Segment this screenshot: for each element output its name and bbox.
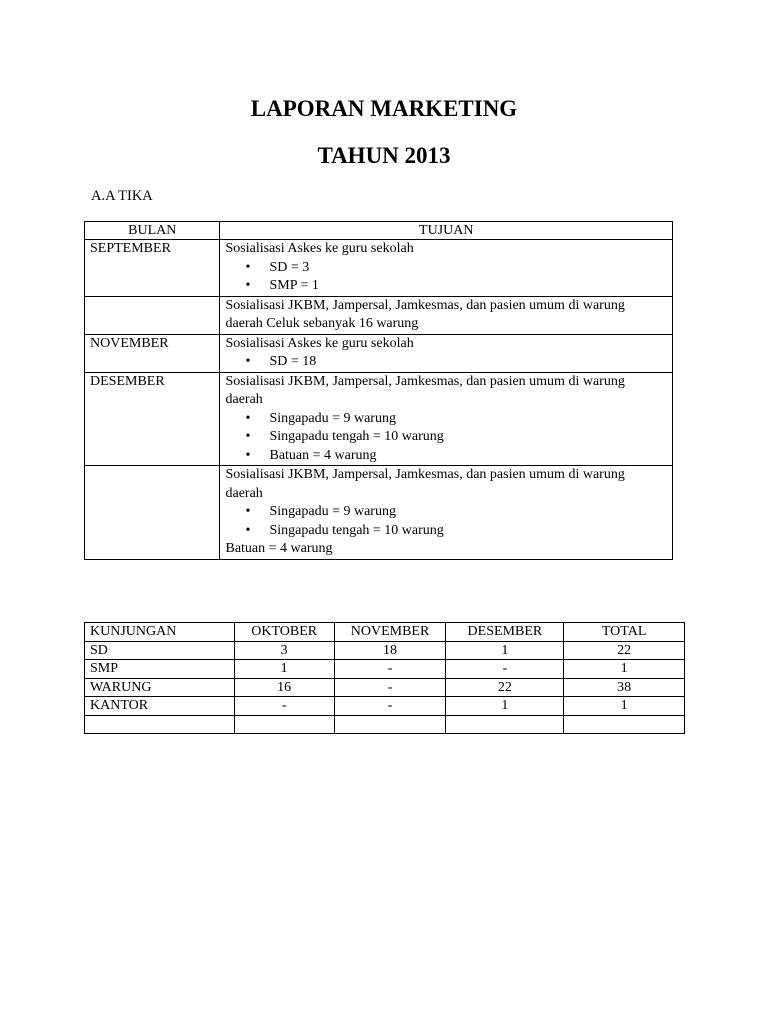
bullet-icon: •	[245, 354, 251, 369]
value-cell	[446, 715, 564, 734]
value-cell: 22	[564, 641, 685, 660]
table-row	[85, 641, 685, 660]
row-label-cell: SD	[85, 641, 235, 660]
purpose-line: daerah	[225, 485, 263, 501]
bullet-text: Singapadu = 9 warung	[269, 410, 396, 426]
header-bulan: BULAN	[85, 222, 220, 240]
value-cell: -	[334, 678, 446, 697]
purpose-cell	[220, 372, 673, 466]
purpose-cell	[220, 240, 673, 297]
purpose-cell	[220, 466, 673, 560]
report-title: LAPORAN MARKETING	[250, 96, 518, 121]
header-total: TOTAL	[564, 623, 685, 642]
table-row	[85, 372, 673, 466]
table-row	[85, 466, 673, 560]
bullet-icon: •	[245, 429, 251, 444]
bullet-icon: •	[245, 504, 251, 519]
bullet-text: Batuan = 4 warung	[269, 447, 377, 463]
bullet-item	[225, 447, 672, 466]
bullet-text: SD = 3	[269, 259, 310, 275]
bullet-text: Singapadu tengah = 10 warung	[269, 522, 444, 538]
bullet-icon: •	[245, 447, 251, 463]
visit-table-header	[85, 623, 685, 642]
value-cell	[234, 715, 334, 734]
purpose-cell	[220, 334, 673, 372]
visit-table	[84, 622, 685, 734]
table-row	[85, 697, 685, 716]
purpose-line: daerah	[225, 392, 263, 407]
value-cell	[564, 715, 685, 734]
value-cell: 22	[446, 678, 564, 697]
value-cell: 1	[446, 697, 564, 716]
activity-table	[84, 221, 673, 560]
value-cell: 1	[446, 641, 564, 660]
bullet-item	[225, 277, 672, 296]
month-cell	[85, 296, 220, 334]
visit-table-body	[85, 641, 685, 734]
month-cell: SEPTEMBER	[85, 240, 220, 297]
bullet-item	[225, 503, 672, 522]
bullet-item	[225, 428, 672, 447]
header-kunjungan: KUNJUNGAN	[85, 623, 235, 642]
month-cell: NOVEMBER	[85, 334, 220, 372]
bullet-icon: •	[245, 278, 251, 293]
purpose-line: Sosialisasi JKBM, Jampersal, Jamkesmas, dan pasien umum di warung	[225, 467, 625, 482]
value-cell: 1	[564, 660, 685, 679]
value-cell: -	[334, 697, 446, 716]
table-row	[85, 296, 673, 334]
bullet-item	[225, 410, 672, 429]
purpose-line: Batuan = 4 warung	[225, 541, 333, 556]
header-oktober: OKTOBER	[234, 623, 334, 642]
bullet-icon: •	[245, 522, 251, 538]
bullet-item	[225, 353, 672, 372]
month-cell: DESEMBER	[85, 372, 220, 466]
table-row	[85, 678, 685, 697]
bullet-text: Singapadu = 9 warung	[269, 504, 396, 519]
purpose-line: Sosialisasi Askes ke guru sekolah	[225, 241, 414, 256]
bullet-text: Singapadu tengah = 10 warung	[269, 429, 444, 444]
report-year: TAHUN 2013	[317, 143, 451, 168]
bullet-item	[225, 522, 672, 541]
row-label-cell: SMP	[85, 660, 235, 679]
row-label-cell: KANTOR	[85, 697, 235, 716]
activity-table-header	[85, 222, 673, 240]
header-november: NOVEMBER	[334, 623, 446, 642]
purpose-line: Sosialisasi Askes ke guru sekolah	[225, 335, 414, 351]
bullet-icon: •	[245, 410, 251, 426]
value-cell: 16	[234, 678, 334, 697]
table-row	[85, 240, 673, 297]
purpose-line: Sosialisasi JKBM, Jampersal, Jamkesmas, dan pasien umum di warung	[225, 373, 625, 389]
activity-table-body	[85, 240, 673, 560]
purpose-line: Sosialisasi JKBM, Jampersal, Jamkesmas, dan pasien umum di warung	[225, 297, 625, 313]
row-label-cell: WARUNG	[85, 678, 235, 697]
value-cell: -	[334, 660, 446, 679]
purpose-line: daerah Celuk sebanyak 16 warung	[225, 316, 419, 331]
table-row	[85, 660, 685, 679]
value-cell: 1	[564, 697, 685, 716]
purpose-cell	[220, 296, 673, 334]
value-cell: -	[446, 660, 564, 679]
bullet-text: SD = 18	[269, 354, 317, 369]
header-tujuan: TUJUAN	[220, 222, 673, 240]
bullet-icon: •	[245, 259, 251, 275]
row-label-cell	[85, 715, 235, 734]
value-cell: 38	[564, 678, 685, 697]
bullet-item	[225, 259, 672, 278]
bullet-text: SMP = 1	[269, 278, 319, 293]
table-row	[85, 334, 673, 372]
table-row	[85, 715, 685, 734]
value-cell: 18	[334, 641, 446, 660]
header-desember: DESEMBER	[446, 623, 564, 642]
value-cell: -	[234, 697, 334, 716]
month-cell	[85, 466, 220, 560]
section-label: A.A TIKA	[91, 188, 153, 204]
value-cell	[334, 715, 446, 734]
value-cell: 3	[234, 641, 334, 660]
value-cell: 1	[234, 660, 334, 679]
